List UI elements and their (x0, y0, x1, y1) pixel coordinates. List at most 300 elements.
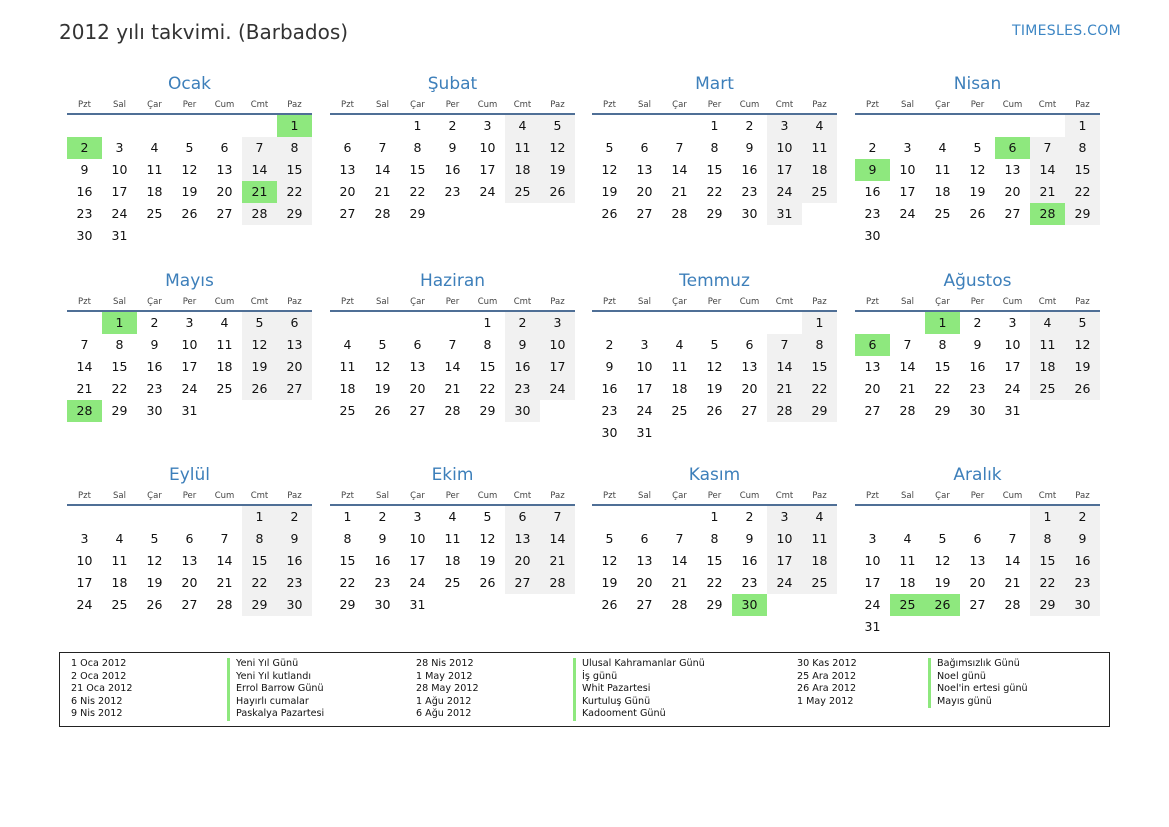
day-cell: 29 (277, 203, 312, 225)
day-cell: 21 (767, 378, 802, 400)
weekday-label: Çar (672, 491, 687, 501)
day-cell: 26 (601, 597, 618, 612)
day-cell: 16 (1065, 550, 1100, 572)
empty-cell (890, 115, 925, 137)
weekday-header (67, 488, 312, 506)
empty-cell (697, 312, 732, 334)
day-cell: 10 (540, 334, 575, 356)
weekday-label: Cum (214, 100, 235, 110)
empty-cell (890, 312, 925, 334)
weekday-label: Paz (1075, 297, 1090, 307)
weekday-label: Pzt (866, 100, 879, 110)
month-title: Ağustos (943, 271, 1012, 291)
day-cell: 29 (1065, 203, 1100, 225)
month-block (592, 73, 837, 225)
day-cell: 25 (802, 181, 837, 203)
legend-date: 1 May 2012 (416, 670, 473, 682)
holiday-day-cell: 21 (242, 181, 277, 203)
day-cell: 29 (706, 206, 723, 221)
day-cell: 17 (864, 575, 881, 590)
day-cell: 20 (181, 575, 198, 590)
weekday-label: Per (182, 100, 197, 110)
empty-cell (960, 506, 995, 528)
day-cell: 8 (483, 337, 492, 352)
day-cell: 25 (1030, 378, 1065, 400)
day-cell: 20 (741, 381, 758, 396)
day-cell: 8 (802, 334, 837, 356)
day-cell: 5 (378, 337, 387, 352)
day-cell: 1 (1065, 115, 1100, 137)
day-cell: 27 (505, 572, 540, 594)
legend-date: 1 Oca 2012 (71, 658, 127, 669)
holiday-legend (59, 652, 1110, 727)
day-cell: 29 (339, 597, 356, 612)
day-cell: 6 (640, 531, 649, 546)
day-cell: 15 (706, 553, 723, 568)
day-cell: 8 (1030, 528, 1065, 550)
weekday-label: Çar (935, 491, 950, 501)
weekday-label: Çar (672, 100, 687, 110)
weekday-label: Çar (147, 297, 162, 307)
day-cell: 22 (479, 381, 496, 396)
day-cell: 4 (505, 115, 540, 137)
day-cell: 14 (242, 159, 277, 181)
legend-holiday-name: Kadooment Günü (573, 708, 705, 721)
day-cell: 22 (277, 181, 312, 203)
holiday-day-cell: 2 (67, 137, 102, 159)
empty-cell (592, 506, 627, 528)
month-block (855, 464, 1100, 638)
day-cell: 30 (864, 228, 881, 243)
day-cell: 24 (899, 206, 916, 221)
day-cell: 14 (76, 359, 93, 374)
day-cell: 28 (899, 403, 916, 418)
day-cell: 12 (706, 359, 723, 374)
weekday-label: Cmt (775, 100, 794, 110)
day-cell: 28 (216, 597, 233, 612)
weekday-label: Paz (287, 491, 302, 501)
day-cell: 18 (802, 159, 837, 181)
holiday-day-cell: 30 (732, 594, 767, 616)
day-cell: 14 (671, 553, 688, 568)
weekday-label: Per (970, 491, 985, 501)
day-cell: 5 (710, 337, 719, 352)
legend-date: 6 Nis 2012 (71, 695, 123, 707)
holiday-day-cell: 1 (102, 312, 137, 334)
weekday-label: Paz (550, 297, 565, 307)
legend-date: 1 May 2012 (797, 695, 854, 707)
day-cell: 19 (601, 575, 618, 590)
day-cell: 31 (111, 228, 128, 243)
weekday-label: Cmt (1038, 100, 1057, 110)
empty-cell (67, 506, 102, 528)
day-cell: 19 (1065, 356, 1100, 378)
weekday-label: Sal (376, 100, 389, 110)
month-title: Şubat (427, 74, 478, 94)
legend-holiday-name: Noel'in ertesi günü (928, 683, 1028, 696)
day-cell: 2 (868, 140, 877, 155)
day-cell: 28 (671, 206, 688, 221)
day-cell: 8 (413, 140, 422, 155)
day-cell: 22 (706, 575, 723, 590)
day-cell: 10 (767, 528, 802, 550)
day-cell: 16 (444, 162, 461, 177)
day-cell: 11 (1030, 334, 1065, 356)
empty-cell (855, 506, 890, 528)
day-cell: 29 (242, 594, 277, 616)
day-cell: 23 (277, 572, 312, 594)
empty-cell (662, 506, 697, 528)
day-cell: 29 (706, 597, 723, 612)
day-cell: 17 (479, 162, 496, 177)
day-cell: 7 (448, 337, 457, 352)
day-cell: 11 (146, 162, 163, 177)
day-grid (67, 506, 312, 616)
day-cell: 30 (146, 403, 163, 418)
day-cell: 10 (181, 337, 198, 352)
day-cell: 5 (973, 140, 982, 155)
month-block (67, 464, 312, 616)
day-cell: 2 (277, 506, 312, 528)
weekday-header (330, 488, 575, 506)
empty-cell (435, 312, 470, 334)
day-cell: 25 (444, 575, 461, 590)
weekday-label: Per (707, 297, 722, 307)
weekday-label: Pzt (78, 100, 91, 110)
day-cell: 9 (378, 531, 387, 546)
empty-cell (855, 312, 890, 334)
legend-holiday-name: Kurtuluş Günü (573, 696, 705, 709)
day-cell: 30 (505, 400, 540, 422)
day-cell: 30 (601, 425, 618, 440)
day-cell: 21 (374, 184, 391, 199)
month-title: Mart (695, 74, 734, 94)
day-cell: 11 (339, 359, 356, 374)
weekday-label: Pzt (866, 297, 879, 307)
day-cell: 13 (216, 162, 233, 177)
day-cell: 26 (601, 206, 618, 221)
day-cell: 23 (505, 378, 540, 400)
day-cell: 17 (1004, 359, 1021, 374)
empty-cell (330, 312, 365, 334)
day-cell: 18 (146, 184, 163, 199)
day-cell: 13 (969, 553, 986, 568)
empty-cell (207, 506, 242, 528)
weekday-label: Sal (113, 100, 126, 110)
day-grid (592, 506, 837, 616)
day-cell: 13 (741, 359, 758, 374)
page-title: 2012 yılı takvimi. (Barbados) (59, 20, 349, 44)
legend-date: 26 Ara 2012 (797, 683, 857, 695)
day-cell: 27 (339, 206, 356, 221)
weekday-label: Per (707, 100, 722, 110)
day-cell: 12 (601, 162, 618, 177)
day-cell: 29 (1030, 594, 1065, 616)
day-cell: 21 (1004, 575, 1021, 590)
day-cell: 17 (540, 356, 575, 378)
weekday-label: Cmt (1038, 297, 1057, 307)
day-cell: 7 (1008, 531, 1017, 546)
weekday-label: Cmt (775, 297, 794, 307)
day-cell: 14 (767, 356, 802, 378)
day-cell: 28 (374, 206, 391, 221)
month-title: Eylül (168, 465, 211, 485)
empty-cell (330, 115, 365, 137)
weekday-label: Çar (935, 297, 950, 307)
weekday-label: Sal (901, 100, 914, 110)
month-title: Ocak (168, 74, 211, 94)
day-cell: 13 (277, 334, 312, 356)
day-cell: 7 (242, 137, 277, 159)
day-cell: 19 (934, 575, 951, 590)
empty-cell (890, 506, 925, 528)
legend-date: 9 Nis 2012 (71, 708, 123, 720)
day-cell: 2 (1065, 506, 1100, 528)
legend-names-col-3 (928, 658, 1028, 708)
day-cell: 5 (185, 140, 194, 155)
day-cell: 24 (409, 575, 426, 590)
legend-date: 6 Ağu 2012 (416, 708, 472, 720)
day-cell: 18 (111, 575, 128, 590)
day-cell: 7 (80, 337, 89, 352)
day-cell: 11 (802, 528, 837, 550)
day-cell: 24 (181, 381, 198, 396)
day-cell: 15 (111, 359, 128, 374)
empty-cell (172, 506, 207, 528)
empty-cell (995, 506, 1030, 528)
weekday-label: Pzt (603, 491, 616, 501)
day-cell: 3 (767, 115, 802, 137)
day-cell: 19 (479, 553, 496, 568)
day-cell: 28 (540, 572, 575, 594)
day-cell: 12 (374, 359, 391, 374)
day-cell: 15 (242, 550, 277, 572)
day-cell: 18 (444, 553, 461, 568)
day-cell: 12 (540, 137, 575, 159)
day-cell: 22 (1065, 181, 1100, 203)
weekday-label: Sal (638, 297, 651, 307)
day-cell: 13 (339, 162, 356, 177)
day-cell: 23 (741, 575, 758, 590)
day-cell: 6 (277, 312, 312, 334)
weekday-label: Pzt (603, 297, 616, 307)
day-cell: 16 (76, 184, 93, 199)
day-cell: 5 (938, 531, 947, 546)
day-cell: 7 (767, 334, 802, 356)
weekday-label: Per (445, 297, 460, 307)
legend-holiday-name: Errol Barrow Günü (227, 683, 324, 696)
weekday-label: Sal (113, 297, 126, 307)
weekday-label: Paz (550, 100, 565, 110)
empty-cell (242, 115, 277, 137)
day-cell: 5 (1065, 312, 1100, 334)
legend-dates-col-1 (71, 658, 132, 721)
day-cell: 10 (76, 553, 93, 568)
day-cell: 16 (864, 184, 881, 199)
day-cell: 22 (242, 572, 277, 594)
day-cell: 9 (1065, 528, 1100, 550)
day-cell: 19 (601, 184, 618, 199)
weekday-label: Cmt (513, 100, 532, 110)
day-cell: 8 (710, 531, 719, 546)
holiday-day-cell: 26 (925, 594, 960, 616)
legend-holiday-name: Whit Pazartesi (573, 683, 705, 696)
legend-holiday-name: Yeni Yıl Günü (227, 658, 324, 671)
empty-cell (1030, 115, 1065, 137)
day-cell: 26 (146, 597, 163, 612)
empty-cell (137, 506, 172, 528)
day-cell: 9 (605, 359, 614, 374)
day-cell: 6 (640, 140, 649, 155)
day-cell: 24 (111, 206, 128, 221)
day-cell: 6 (413, 337, 422, 352)
legend-holiday-name: Bağımsızlık Günü (928, 658, 1028, 671)
day-cell: 7 (378, 140, 387, 155)
weekday-label: Cmt (250, 297, 269, 307)
legend-date: 28 May 2012 (416, 683, 479, 695)
weekday-label: Paz (812, 491, 827, 501)
day-cell: 18 (339, 381, 356, 396)
day-cell: 18 (216, 359, 233, 374)
day-cell: 25 (802, 572, 837, 594)
legend-holiday-name: Ulusal Kahramanlar Günü (573, 658, 705, 671)
day-cell: 8 (343, 531, 352, 546)
day-cell: 22 (934, 381, 951, 396)
month-title: Ekim (431, 465, 474, 485)
day-cell: 11 (111, 553, 128, 568)
day-cell: 23 (741, 184, 758, 199)
day-cell: 9 (745, 140, 754, 155)
day-cell: 8 (277, 137, 312, 159)
weekday-label: Per (970, 297, 985, 307)
day-cell: 30 (1065, 594, 1100, 616)
day-cell: 31 (636, 425, 653, 440)
day-cell: 24 (636, 403, 653, 418)
day-cell: 13 (636, 553, 653, 568)
legend-dates-col-3 (797, 658, 857, 708)
day-cell: 6 (220, 140, 229, 155)
day-cell: 1 (343, 509, 352, 524)
legend-names-col-1 (227, 658, 324, 721)
day-cell: 18 (899, 575, 916, 590)
day-cell: 28 (671, 597, 688, 612)
holiday-day-cell: 6 (855, 334, 890, 356)
empty-cell (137, 115, 172, 137)
weekday-label: Sal (638, 491, 651, 501)
empty-cell (365, 312, 400, 334)
day-cell: 21 (444, 381, 461, 396)
day-cell: 25 (934, 206, 951, 221)
day-cell: 6 (343, 140, 352, 155)
day-cell: 29 (934, 403, 951, 418)
day-cell: 3 (115, 140, 124, 155)
weekday-label: Cum (1002, 297, 1023, 307)
day-grid (330, 506, 575, 616)
weekday-header (592, 97, 837, 115)
weekday-label: Cmt (1038, 491, 1057, 501)
day-cell: 8 (1065, 137, 1100, 159)
day-cell: 17 (767, 550, 802, 572)
legend-holiday-name: İş günü (573, 671, 705, 684)
empty-cell (400, 312, 435, 334)
day-cell: 9 (277, 528, 312, 550)
day-cell: 20 (636, 184, 653, 199)
day-cell: 16 (374, 553, 391, 568)
day-cell: 10 (864, 553, 881, 568)
day-cell: 23 (374, 575, 391, 590)
weekday-label: Per (445, 491, 460, 501)
day-cell: 2 (745, 509, 754, 524)
weekday-label: Cmt (250, 100, 269, 110)
empty-cell (67, 115, 102, 137)
day-grid (855, 115, 1100, 247)
day-cell: 12 (242, 334, 277, 356)
day-cell: 4 (675, 337, 684, 352)
day-cell: 15 (409, 162, 426, 177)
site-logo-link[interactable]: TIMESLES.COM (1012, 23, 1121, 39)
weekday-label: Çar (935, 100, 950, 110)
day-cell: 2 (505, 312, 540, 334)
legend-holiday-name: Paskalya Pazartesi (227, 708, 324, 721)
day-cell: 19 (706, 381, 723, 396)
day-cell: 10 (1004, 337, 1021, 352)
day-cell: 4 (802, 115, 837, 137)
empty-cell (855, 115, 890, 137)
day-grid (67, 312, 312, 422)
day-cell: 14 (1004, 553, 1021, 568)
legend-date: 1 Ağu 2012 (416, 695, 472, 707)
day-cell: 27 (181, 597, 198, 612)
day-cell: 11 (444, 531, 461, 546)
day-cell: 19 (146, 575, 163, 590)
empty-cell (662, 312, 697, 334)
day-cell: 13 (409, 359, 426, 374)
day-cell: 31 (1004, 403, 1021, 418)
day-cell: 20 (969, 575, 986, 590)
day-cell: 9 (973, 337, 982, 352)
day-cell: 7 (903, 337, 912, 352)
day-cell: 28 (242, 203, 277, 225)
day-cell: 25 (671, 403, 688, 418)
day-cell: 20 (277, 356, 312, 378)
day-cell: 22 (706, 184, 723, 199)
day-cell: 24 (76, 597, 93, 612)
day-cell: 10 (899, 162, 916, 177)
day-cell: 2 (605, 337, 614, 352)
day-cell: 1 (483, 315, 492, 330)
weekday-label: Cum (477, 491, 498, 501)
empty-cell (207, 115, 242, 137)
day-cell: 2 (378, 509, 387, 524)
day-cell: 4 (220, 315, 229, 330)
weekday-label: Cum (477, 100, 498, 110)
day-cell: 27 (864, 403, 881, 418)
weekday-label: Pzt (341, 297, 354, 307)
weekday-label: Per (707, 491, 722, 501)
day-cell: 3 (868, 531, 877, 546)
day-cell: 17 (409, 553, 426, 568)
day-cell: 19 (969, 184, 986, 199)
legend-date: 28 Nis 2012 (416, 658, 474, 669)
day-cell: 23 (601, 403, 618, 418)
day-cell: 30 (374, 597, 391, 612)
day-cell: 31 (864, 619, 881, 634)
day-cell: 3 (413, 509, 422, 524)
day-cell: 7 (675, 140, 684, 155)
month-block (67, 73, 312, 247)
day-grid (592, 312, 837, 444)
weekday-label: Cmt (513, 491, 532, 501)
